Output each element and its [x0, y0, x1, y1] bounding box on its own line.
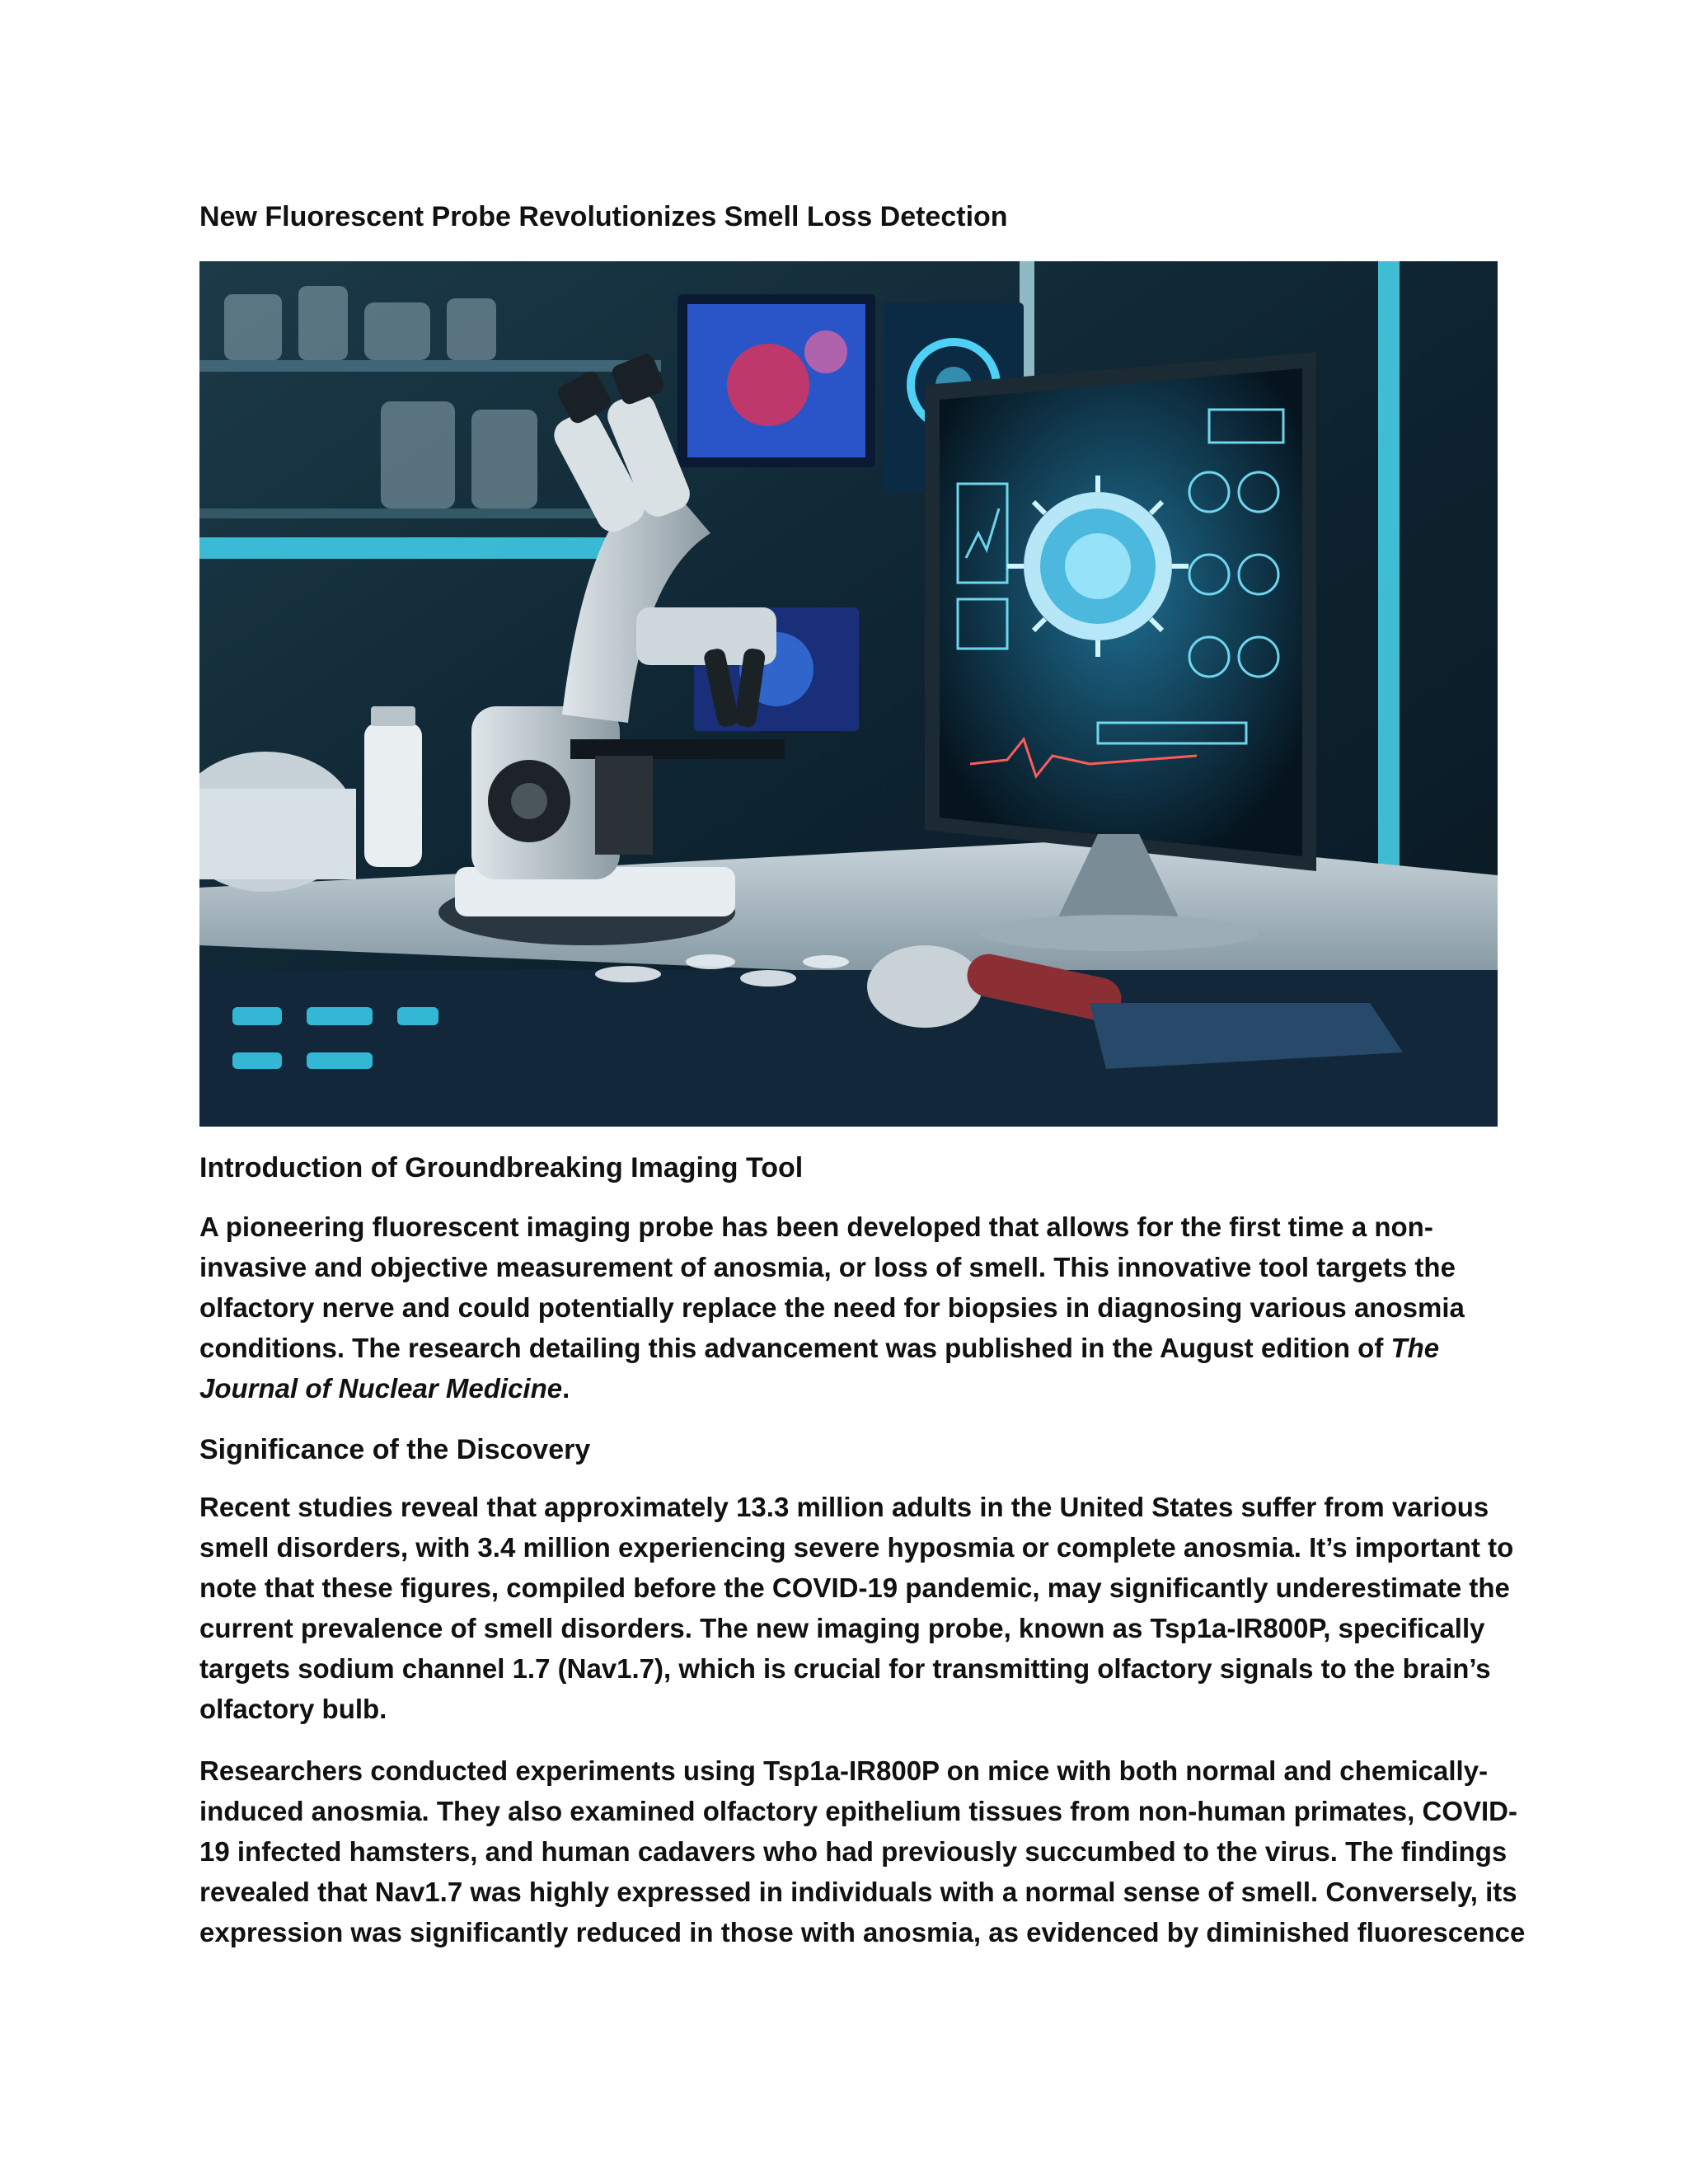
lab-microscope-illustration: [199, 261, 1498, 1127]
paragraph-text: conditions. The research detailing this advancement was published in the August edition of: [199, 1333, 1391, 1363]
article-hero-image: [199, 261, 1498, 1127]
significance-paragraph-1: [199, 1487, 1514, 1729]
paragraph-line: induced anosmia. They also examined olfactory epithelium tissues from non-human primates, COVID-: [199, 1796, 1518, 1826]
paragraph-line: revealed that Nav1.7 was highly expressed in individuals with a normal sense of smell. Conversely, its: [199, 1877, 1517, 1907]
paragraph-line: 19 infected hamsters, and human cadavers who had previously succumbed to the virus. The findings: [199, 1836, 1507, 1867]
paragraph-line: olfactory bulb.: [199, 1694, 387, 1724]
virus-particle-icon: [1007, 476, 1189, 657]
paragraph-line: smell disorders, with 3.4 million experiencing severe hyposmia or complete anosmia. It’s important to: [199, 1532, 1514, 1563]
intro-paragraph: [199, 1207, 1498, 1408]
journal-title: Journal of Nuclear Medicine: [199, 1373, 563, 1404]
paragraph-line: expression was significantly reduced in those with anosmia, as evidenced by diminished fluorescence: [199, 1917, 1526, 1947]
paragraph-line: targets sodium channel 1.7 (Nav1.7), which is crucial for transmitting olfactory signals to the brain’s: [199, 1653, 1491, 1684]
paragraph-line: olfactory nerve and could potentially replace the need for biopsies in diagnosing various anosmia: [199, 1292, 1465, 1323]
paragraph-line: note that these figures, compiled before the COVID-19 pandemic, may significantly underestimate the: [199, 1572, 1510, 1603]
journal-title-prefix: The: [1390, 1333, 1440, 1363]
paragraph-line: [199, 1328, 1498, 1368]
section-heading-introduction: Introduction of Groundbreaking Imaging Tool: [199, 1152, 804, 1183]
paragraph-line: Researchers conducted experiments using Tsp1a-IR800P on mice with both normal and chemically-: [199, 1755, 1489, 1786]
paragraph-line: [199, 1368, 1498, 1408]
paragraph-line: A pioneering fluorescent imaging probe has been developed that allows for the first time a non-: [199, 1212, 1433, 1242]
paragraph-line: invasive and objective measurement of anosmia, or loss of smell. This innovative tool targets the: [199, 1252, 1456, 1282]
section-heading-significance: Significance of the Discovery: [199, 1434, 591, 1465]
article-title: New Fluorescent Probe Revolutionizes Smell Loss Detection: [199, 201, 1008, 232]
paragraph-line: Recent studies reveal that approximately 13.3 million adults in the United States suffer from various: [199, 1492, 1489, 1522]
paragraph-line: current prevalence of smell disorders. The new imaging probe, known as Tsp1a-IR800P, specifically: [199, 1613, 1485, 1643]
sentence-end: .: [562, 1373, 570, 1404]
significance-paragraph-2: [199, 1750, 1526, 1952]
